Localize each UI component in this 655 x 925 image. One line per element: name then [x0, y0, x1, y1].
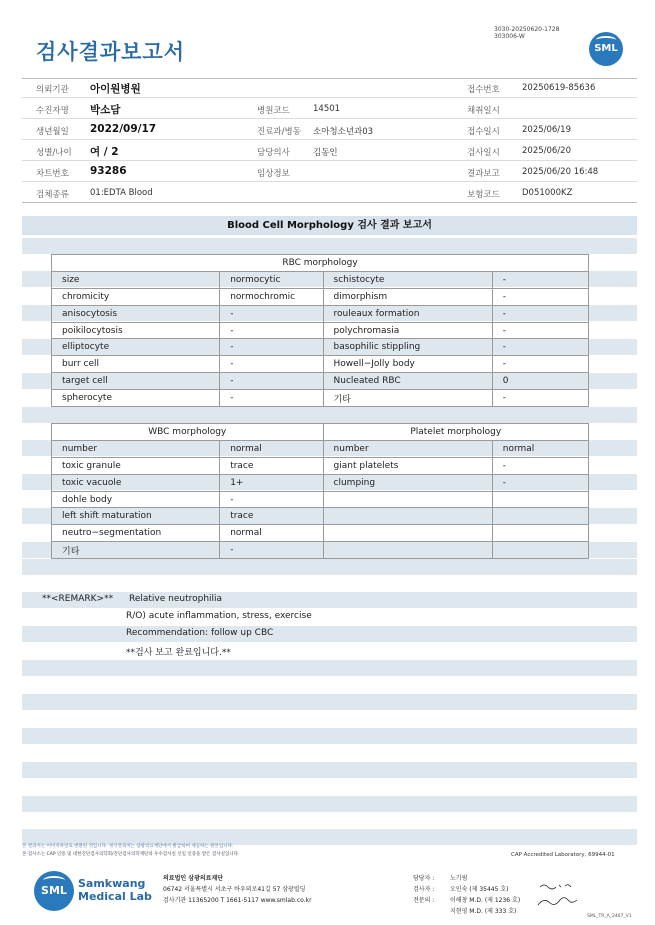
finding-value-cell: - [220, 305, 323, 322]
rbc-table-row [52, 322, 589, 339]
footer-note: 본 검사소는 CAP 인증 및 대한진단검사의학회/진단검사의학재단의 우수검사실 신임 인증을 받은 검사실입니다. [22, 852, 240, 857]
receipt-no-label: 접수번호 [467, 85, 500, 95]
hospital-code-value: 14501 [313, 104, 341, 114]
tester-label: 검사자 : [413, 886, 435, 893]
finding-value-cell: - [220, 390, 323, 407]
finding-value-cell [492, 542, 588, 559]
receipt-no-value: 20250619-85636 [522, 83, 596, 93]
specialist-name: 지현영 M.D. (제 333 호) [450, 908, 517, 915]
test-date-label: 검사일시 [467, 148, 500, 158]
finding-value-cell: trace [220, 508, 323, 525]
requesting-org-value: 아이원병원 [90, 83, 141, 95]
wbc-table-header: WBC morphology [52, 424, 324, 441]
test-date-value: 2025/06/20 [522, 146, 571, 156]
birth-date-value: 2022/09/17 [90, 123, 157, 135]
finding-name-cell: basophilic stippling [323, 339, 492, 356]
finding-name-cell [323, 491, 492, 508]
finding-value-cell: - [220, 356, 323, 373]
report-title: 검사결과보고서 [36, 40, 186, 64]
finding-value-cell: - [492, 271, 588, 288]
specimen-label: 검체종류 [36, 190, 69, 200]
specimen-value: 01:EDTA Blood [90, 188, 153, 198]
rbc-morphology-table [51, 254, 589, 407]
signature-icon [535, 881, 580, 911]
finding-name-cell: left shift maturation [52, 508, 220, 525]
info-row [22, 99, 637, 119]
finding-value-cell [492, 508, 588, 525]
finding-value-cell: - [220, 542, 323, 559]
finding-value-cell: - [492, 474, 588, 491]
remark-line: Recommendation: follow up CBC [126, 628, 274, 638]
rbc-table-row [52, 373, 589, 390]
finding-value-cell: - [492, 322, 588, 339]
insurance-code-value: D051000KZ [522, 188, 573, 198]
brand-line: Samkwang [78, 877, 146, 890]
sml-logo [589, 32, 623, 66]
footer-note: 본 결과지는 이미지파일로 변환된 것입니다. 정식결과지는 삼광의료재단에서 발급하여 제공하는 원본입니다. [22, 844, 234, 849]
finding-name-cell: chromicity [52, 288, 220, 305]
info-row [22, 162, 637, 182]
finding-value-cell: - [492, 288, 588, 305]
finding-name-cell: polychromasia [323, 322, 492, 339]
sml-logo-footer-text: SML [41, 884, 67, 897]
finding-name-cell: number [323, 440, 492, 457]
wbc-table-row [52, 525, 589, 542]
finding-value-cell [492, 525, 588, 542]
department-value: 소아청소년과03 [313, 127, 374, 137]
finding-name-cell [323, 525, 492, 542]
document-id [494, 26, 559, 40]
wbc-table-row [52, 508, 589, 525]
finding-value-cell: - [220, 322, 323, 339]
collection-date-label: 채취일시 [467, 106, 500, 116]
department-label: 진료과/병동 [257, 127, 301, 137]
finding-name-cell: giant platelets [323, 457, 492, 474]
sml-logo-footer [34, 871, 74, 911]
finding-value-cell: 0 [492, 373, 588, 390]
requesting-org-label: 의뢰기관 [36, 85, 69, 95]
insurance-code-label: 보험코드 [467, 190, 500, 200]
rbc-table-row [52, 356, 589, 373]
finding-name-cell: Nucleated RBC [323, 373, 492, 390]
finding-value-cell: normal [220, 525, 323, 542]
finding-name-cell: elliptocyte [52, 339, 220, 356]
finding-name-cell: dimorphism [323, 288, 492, 305]
brand-line: Medical Lab [78, 890, 152, 903]
receipt-date-label: 접수일시 [467, 127, 500, 137]
finding-value-cell: normal [492, 440, 588, 457]
finding-value-cell: - [492, 305, 588, 322]
finding-name-cell: 기타 [52, 542, 220, 559]
info-row [22, 78, 637, 98]
finding-name-cell: poikilocytosis [52, 322, 220, 339]
doctor-value: 김동인 [313, 148, 338, 158]
finding-name-cell [323, 542, 492, 559]
finding-value-cell: - [492, 390, 588, 407]
finding-value-cell: - [220, 491, 323, 508]
finding-name-cell: anisocytosis [52, 305, 220, 322]
remark-line: Relative neutrophilia [129, 594, 223, 604]
finding-name-cell: schistocyte [323, 271, 492, 288]
finding-value-cell: - [220, 373, 323, 390]
finding-name-cell: toxic vacuole [52, 474, 220, 491]
form-code: SML_TR_A_2407_V1 [587, 914, 632, 919]
finding-value-cell: - [492, 457, 588, 474]
finding-value-cell: trace [220, 457, 323, 474]
chart-no-label: 차트번호 [36, 169, 69, 179]
cap-accreditation: CAP Accredited Laboratory, 69944-01 [511, 852, 615, 858]
rbc-table-row [52, 390, 589, 407]
tester-name: 오인숙 (제 35445 호) [450, 886, 509, 893]
org-address: 06742 서울특별시 서초구 바우뫼로41길 57 삼광빌딩 [163, 886, 306, 893]
platelet-table-header: Platelet morphology [323, 424, 588, 441]
info-row [22, 120, 637, 140]
finding-name-cell [323, 508, 492, 525]
finding-name-cell: spherocyte [52, 390, 220, 407]
wbc-table-row [52, 457, 589, 474]
sml-logo-text: SML [594, 43, 618, 54]
clinical-info-label: 임상정보 [257, 169, 290, 179]
rbc-table-header: RBC morphology [52, 255, 589, 272]
finding-name-cell: burr cell [52, 356, 220, 373]
finding-name-cell: dohle body [52, 491, 220, 508]
finding-value-cell: 1+ [220, 474, 323, 491]
document-id-line1: 3030-20250620-1728 [494, 26, 560, 33]
wbc-table-row [52, 440, 589, 457]
sex-age-label: 성별/나이 [36, 148, 72, 158]
patient-name-value: 박소담 [90, 104, 121, 116]
finding-name-cell: 기타 [323, 390, 492, 407]
rbc-table-row [52, 271, 589, 288]
specialist-label: 전문의 : [413, 897, 435, 904]
finding-value-cell: normocytic [220, 271, 323, 288]
wbc-table-row [52, 491, 589, 508]
staff-name: 노기림 [450, 875, 468, 882]
finding-name-cell: size [52, 271, 220, 288]
finding-value-cell: normal [220, 440, 323, 457]
finding-value-cell: - [492, 339, 588, 356]
finding-name-cell: target cell [52, 373, 220, 390]
org-contact: 검사기관 11365200 T 1661-5117 www.smlab.co.kr [163, 897, 312, 904]
patient-name-label: 수진자명 [36, 106, 69, 116]
doctor-label: 담당의사 [257, 148, 290, 158]
info-row [22, 141, 637, 161]
remark-line: R/O) acute inflammation, stress, exercise [126, 611, 312, 621]
org-name: 의료법인 삼광의료재단 [163, 875, 224, 882]
specialist-name: 이해창 M.D. (제 1236 호) [450, 897, 521, 904]
wbc-table-row [52, 542, 589, 559]
document-id-line2: 303006-W [494, 33, 525, 40]
birth-date-label: 생년월일 [36, 127, 69, 137]
morphology-report-title: Blood Cell Morphology 검사 결과 보고서 [22, 216, 637, 235]
finding-name-cell: rouleaux formation [323, 305, 492, 322]
info-row [22, 183, 637, 203]
finding-name-cell: number [52, 440, 220, 457]
hospital-code-label: 병원코드 [257, 106, 290, 116]
finding-name-cell: toxic granule [52, 457, 220, 474]
staff-label: 담당자 : [413, 875, 435, 882]
finding-value-cell: - [220, 339, 323, 356]
finding-name-cell: Howell−Jolly body [323, 356, 492, 373]
receipt-date-value: 2025/06/19 [522, 125, 571, 135]
rbc-table-row [52, 288, 589, 305]
finding-value-cell [492, 491, 588, 508]
rbc-table-row [52, 305, 589, 322]
result-report-label: 결과보고 [467, 169, 500, 179]
finding-name-cell: neutro−segmentation [52, 525, 220, 542]
finding-name-cell: clumping [323, 474, 492, 491]
remark-label: **<REMARK>** [42, 594, 114, 604]
chart-no-value: 93286 [90, 165, 127, 177]
finding-value-cell: normochromic [220, 288, 323, 305]
sex-age-value: 여 / 2 [90, 146, 119, 158]
wbc-platelet-morphology-table [51, 423, 589, 559]
result-report-value: 2025/06/20 16:48 [522, 167, 599, 177]
brand-name [78, 877, 152, 903]
wbc-table-row [52, 474, 589, 491]
remark-line: **검사 보고 완료입니다.** [126, 648, 231, 658]
rbc-table-row [52, 339, 589, 356]
finding-value-cell: - [492, 356, 588, 373]
